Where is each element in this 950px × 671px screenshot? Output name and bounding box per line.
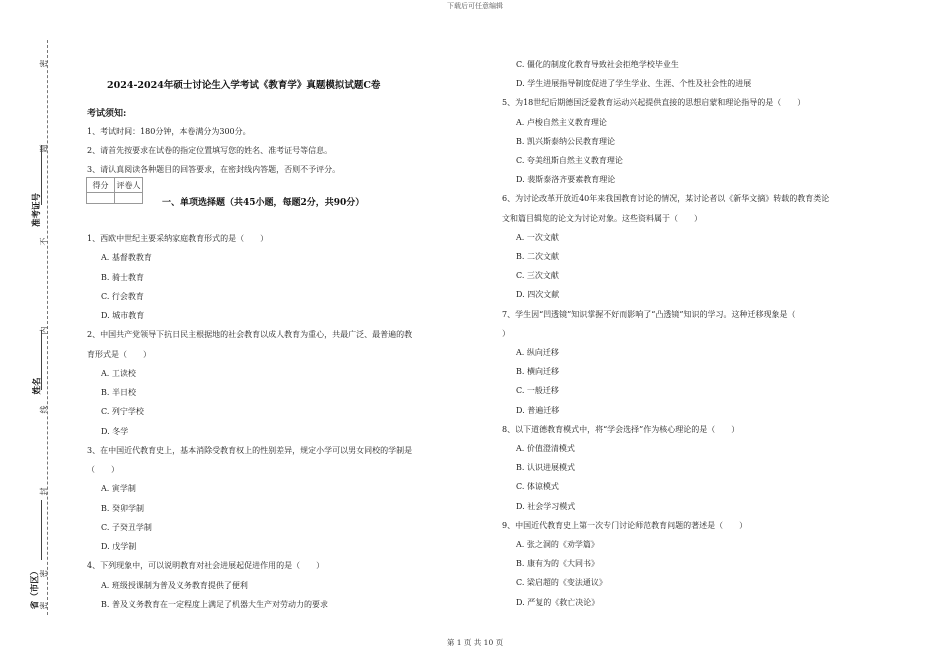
score-table (86, 177, 143, 204)
notice-item: 3、请认真阅读各种题目的回答要求，在密封线内答题，否则不予评分。 (87, 165, 341, 174)
answer-option[interactable]: B. 康有为的《大同书》 (516, 559, 599, 569)
question-stem: 2、中国共产党领导下抗日民主根据地的社会教育以成人教育为重心，共最广泛、最普遍的教 (87, 330, 413, 340)
question-stem: 1、西欧中世纪主要采纳家庭教育形式的是（ ） (87, 234, 269, 243)
answer-option[interactable]: B. 骑士教育 (101, 272, 144, 282)
binding-mark: 密 (39, 59, 49, 68)
notice-title: 考试须知: (87, 109, 127, 119)
binding-mark: 封 (39, 487, 49, 496)
answer-option[interactable]: C. 夸美纽斯自然主义教育理论 (516, 156, 623, 165)
answer-option[interactable]: D. 学生进展指导制度促进了学生学业、生涯、个性及社会性的进展 (516, 79, 752, 89)
question-stem: 4、下列现象中，可以说明教育对社会进展起促进作用的是（ ） (87, 561, 325, 571)
grader-cell (115, 193, 143, 204)
exam-id-line (41, 145, 42, 205)
answer-option[interactable]: C. 僵化的制度化教育导致社会拒绝学校毕业生 (516, 60, 679, 69)
question-stem: 文和篇目辑览的论文为讨论对象。这些资料属于（ ） (502, 213, 702, 223)
binding-mark: 不 (39, 237, 49, 246)
answer-option[interactable]: D. 裴斯泰洛齐要素教育理论 (516, 175, 616, 185)
answer-option[interactable]: C. 子癸丑学制 (101, 522, 152, 532)
question-stem: 3、在中国近代教育史上，基本消除受教育权上的性别差异，规定小学可以男女同校的学制是 (87, 445, 413, 455)
notice-item: 1、考试时间：180分钟，本卷满分为300分。 (87, 127, 251, 136)
answer-option[interactable]: D. 戊学制 (101, 542, 137, 551)
question-stem: 7、学生因“凹透镜”知识掌握不好而影响了“凸透镜”知识的学习。这种迁移现象是（ (502, 309, 796, 319)
page-title: 2024-2024年硕士讨论生入学考试《教育学》真题模拟试题C卷 (107, 80, 381, 91)
answer-option[interactable]: D. 城市教育 (101, 311, 145, 320)
province-line (41, 500, 42, 560)
answer-option[interactable]: A. 纵向迁移 (516, 348, 559, 357)
binding-mark: 线 (39, 405, 49, 414)
answer-option[interactable]: A. 基督教教育 (101, 253, 152, 263)
answer-option[interactable]: A. 寅学制 (101, 484, 136, 494)
question-stem: 6、为讨论改革开放近40年来我国教育讨论的情况，某讨论者以《新华文摘》转载的教育类论 (502, 194, 830, 204)
answer-option[interactable]: C. 行会教育 (101, 291, 144, 301)
question-stem: 8、以下道德教育模式中，将“学会选择”作为核心理论的是（ ） (502, 424, 740, 434)
binding-mark: 内 (39, 326, 49, 335)
answer-option[interactable]: A. 卢梭自然主义教育理论 (516, 117, 607, 127)
answer-option[interactable]: C. 梁启超的《变法通议》 (516, 578, 607, 588)
answer-option[interactable]: C. 三次文献 (516, 271, 559, 281)
answer-option[interactable]: A. 一次文献 (516, 232, 559, 242)
binding-mark: 题 (39, 144, 49, 153)
exam-id-label: 准考证号 (32, 192, 43, 228)
score-label: 得分 (87, 178, 115, 193)
answer-option[interactable]: D. 社会学习模式 (516, 501, 576, 511)
answer-option[interactable]: D. 四次文献 (516, 290, 560, 300)
name-line (41, 330, 42, 390)
answer-option[interactable]: C. 体谅模式 (516, 482, 559, 492)
header-note: 下载后可任意编辑 (447, 2, 503, 10)
answer-option[interactable]: B. 二次文献 (516, 252, 559, 261)
binding-mark: 密 (39, 601, 49, 610)
question-stem: 5、为18世纪后期德国泛爱教育运动兴起提供直接的思想启蒙和理论指导的是（ ） (502, 98, 806, 108)
answer-option[interactable]: A. 张之洞的《劝学篇》 (516, 540, 599, 549)
grader-label: 评卷人 (115, 178, 143, 193)
answer-option[interactable]: B. 半日校 (101, 388, 136, 397)
answer-option[interactable]: A. 班级授课制为普及义务教育提供了便利 (101, 580, 248, 590)
answer-option[interactable]: B. 癸卯学制 (101, 503, 144, 513)
answer-option[interactable]: B. 普及义务教育在一定程度上满足了机器大生产对劳动力的要求 (101, 599, 328, 609)
score-cell (87, 193, 115, 204)
answer-option[interactable]: D. 严复的《救亡决论》 (516, 597, 600, 607)
page-footer: 第 1 页 共 10 页 (446, 638, 504, 647)
answer-option[interactable]: D. 冬学 (101, 426, 129, 436)
answer-option[interactable]: A. 价值澄清模式 (516, 444, 575, 453)
binding-mark: 密 (39, 569, 49, 578)
answer-option[interactable]: C. 一般迁移 (516, 386, 559, 396)
section-title: 一、单项选择题（共45小题，每题2分，共90分） (162, 198, 365, 208)
name-label: 姓名 (32, 377, 43, 395)
question-stem: 9、中国近代教育史上第一次专门讨论师范教育问题的著述是（ ） (502, 520, 748, 530)
answer-option[interactable]: B. 认识进展模式 (516, 463, 575, 473)
answer-option[interactable]: C. 列宁学校 (101, 407, 144, 417)
notice-item: 2、请首先按要求在试卷的指定位置填写您的姓名、准考证号等信息。 (87, 146, 333, 155)
question-stem: （ ） (87, 465, 119, 474)
answer-option[interactable]: B. 横向迁移 (516, 367, 559, 377)
answer-option[interactable]: D. 普遍迁移 (516, 405, 560, 415)
question-stem: 育形式是（ ） (87, 349, 151, 359)
province-label: 省（市区） (30, 566, 41, 610)
answer-option[interactable]: A. 工读校 (101, 368, 136, 378)
question-stem: ） (502, 328, 510, 338)
answer-option[interactable]: B. 凯兴斯泰纳公民教育理论 (516, 136, 615, 146)
